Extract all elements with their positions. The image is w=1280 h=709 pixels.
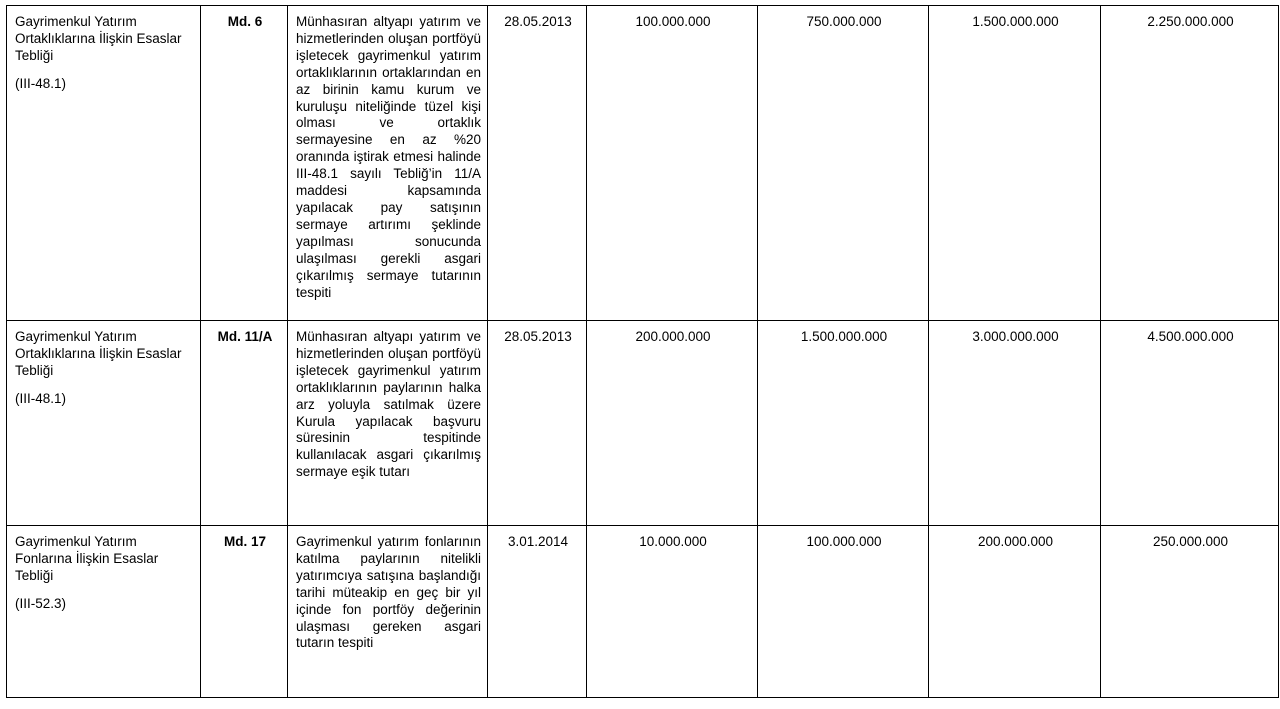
regulation-threshold-table [6,5,1279,698]
description-cell: Gayrimenkul yatırım fonlarının katılma paylarının nitelikli yatırımcıya satışına başlandığı tarihi müteakip en geç bir yıl içinde fon portföy değerinin ulaşması gereken asgari tutarın tespiti [288,526,488,698]
regulation-code: (III-52.3) [15,595,67,611]
date-cell: 3.01.2014 [488,526,587,698]
regulation-name: Gayrimenkul Yatırım Ortaklıklarına İlişkin Esaslar Tebliği [15,14,182,63]
regulation-name: Gayrimenkul Yatırım Fonlarına İlişkin Esaslar Tebliği [15,534,159,583]
table-row [7,321,1279,526]
amount-cell: 250.000.000 [1101,526,1279,698]
article-cell: Md. 11/A [201,321,288,526]
amount-cell: 100.000.000 [587,6,758,321]
article-cell: Md. 17 [201,526,288,698]
article-cell: Md. 6 [201,6,288,321]
amount-cell: 2.250.000.000 [1101,6,1279,321]
amount-cell: 750.000.000 [758,6,929,321]
amount-cell: 10.000.000 [587,526,758,698]
regulation-cell [7,526,201,698]
regulation-cell [7,321,201,526]
date-cell: 28.05.2013 [488,321,587,526]
amount-cell: 1.500.000.000 [758,321,929,526]
amount-cell: 200.000.000 [587,321,758,526]
amount-cell: 3.000.000.000 [929,321,1101,526]
date-cell: 28.05.2013 [488,6,587,321]
regulation-code: (III-48.1) [15,390,67,406]
regulation-code: (III-48.1) [15,75,67,91]
amount-cell: 200.000.000 [929,526,1101,698]
regulation-table-page [6,5,1279,698]
regulation-name: Gayrimenkul Yatırım Ortaklıklarına İlişkin Esaslar Tebliği [15,329,182,378]
amount-cell: 100.000.000 [758,526,929,698]
amount-cell: 4.500.000.000 [1101,321,1279,526]
regulation-cell [7,6,201,321]
description-cell: Münhasıran altyapı yatırım ve hizmetlerinden oluşan portföyü işletecek gayrimenkul yatırım ortaklıklarının ortaklarından en az birinin kamu kurum ve kuruluşu niteliğinde tüzel kişi olması ve ortaklık sermayesine en az %20 oranında iştirak etmesi halinde III-48.1 sayılı Tebliğ’in 11/A maddesi kapsamında yapılacak pay satışının sermaye artırımı şeklinde yapılması sonucunda ulaşılması gerekli asgari çıkarılmış sermaye tutarının tespiti [288,6,488,321]
description-cell: Münhasıran altyapı yatırım ve hizmetlerinden oluşan portföyü işletecek gayrimenkul yatırım ortaklıklarının paylarının halka arz yoluyla satılmak üzere Kurula yapılacak başvuru süresinin tespitinde kullanılacak asgari çıkarılmış sermaye eşik tutarı [288,321,488,526]
table-row [7,526,1279,698]
table-row [7,6,1279,321]
amount-cell: 1.500.000.000 [929,6,1101,321]
